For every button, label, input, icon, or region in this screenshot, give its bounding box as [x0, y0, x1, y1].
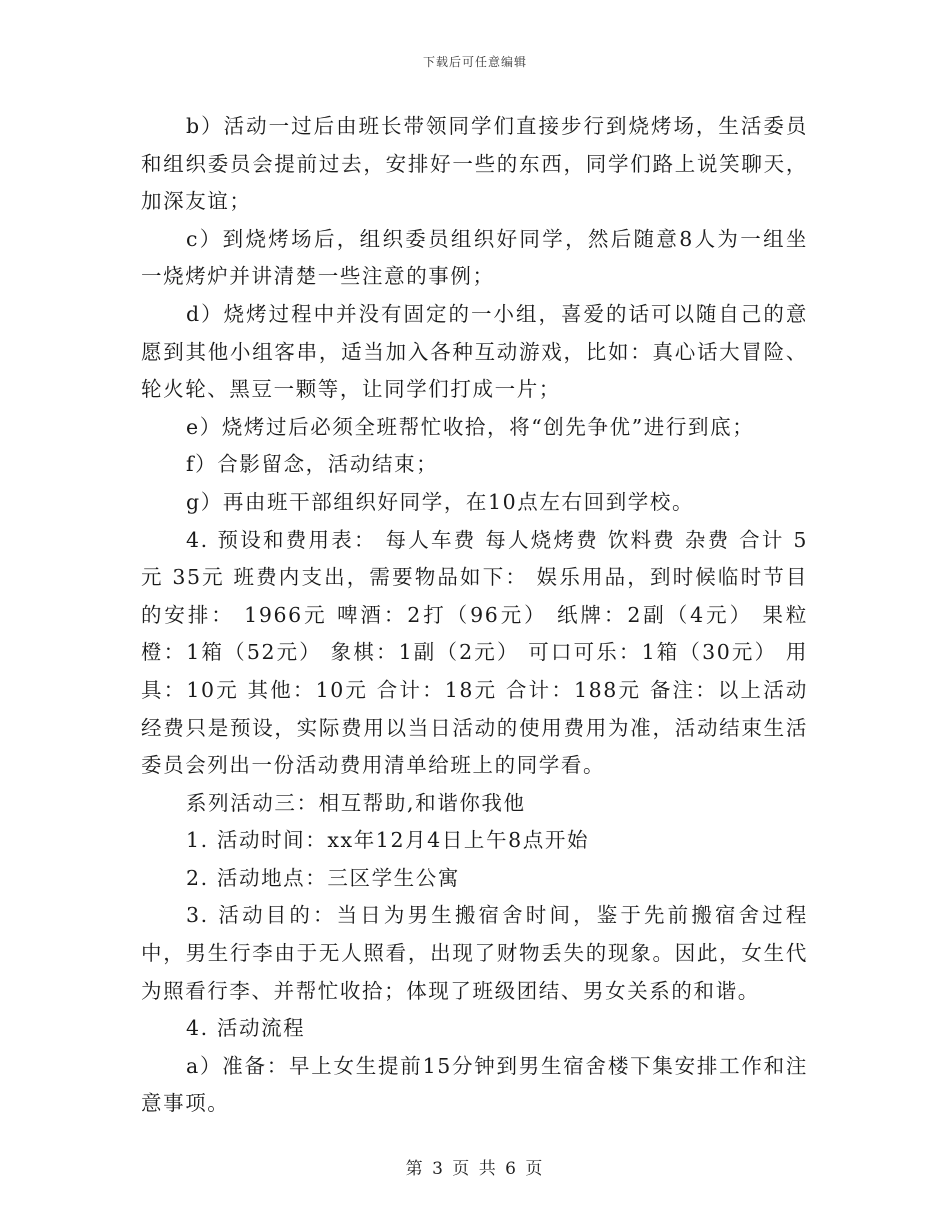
page-header-note: 下载后可任意编辑 — [422, 55, 527, 69]
paragraph-d: d）烧烤过程中并没有固定的一小组，喜爱的话可以随自己的意愿到其他小组客串，适当加入各种互动游戏，比如：真心话大冒险、轮火轮、黑豆一颗等，让同学们打成一片； — [141, 301, 808, 402]
document-body — [141, 108, 808, 1123]
paragraph-budget: 4. 预设和费用表： 每人车费 每人烧烤费 饮料费 杂费 合计 5元 35元 班费内支出，需要物品如下： 娱乐用品，到时候临时节目的安排： 1966元 啤酒：2打（96元） 纸牌：2副（4元） 果粒橙：1箱（52元） 象棋：1副（2元） 可口可乐：1箱（30元） 用具：10元 其他：10元 合计：18元 合计：188元 备注：以上活动经费只是预设，实际费用以当日活动的使用费用为准，活动结束生活委员会列出一份活动费用清单给班上的同学看。 — [141, 527, 808, 778]
paragraph-preparation: a）准备：早上女生提前15分钟到男生宿舍楼下集安排工作和注意事项。 — [141, 1053, 808, 1116]
section-title-activity-3: 系列活动三：相互帮助,和谐你我他 — [186, 790, 526, 815]
paragraph-activity-process: 4. 活动流程 — [186, 1016, 306, 1041]
paragraph-activity-purpose: 3. 活动目的：当日为男生搬宿舍时间，鉴于先前搬宿舍过程中，男生行李由于无人照看，出现了财物丢失的现象。因此，女生代为照看行李、并帮忙收拾；体现了班级团结、男女关系的和谐。 — [141, 903, 808, 1003]
paragraph-activity-time: 1. 活动时间：xx年12月4日上午8点开始 — [186, 828, 590, 853]
paragraph-g: g）再由班干部组织好同学，在10点左右回到学校。 — [186, 489, 695, 514]
page-number-footer: 第 3 页 共 6 页 — [405, 1159, 545, 1179]
paragraph-b: b）活动一过后由班长带领同学们直接步行到烧烤场，生活委员和组织委员会提前过去，安排好一些的东西，同学们路上说笑聊天，加深友谊； — [141, 114, 808, 214]
paragraph-f: f）合影留念，活动结束； — [186, 452, 439, 477]
paragraph-activity-location: 2. 活动地点：三区学生公寓 — [186, 865, 460, 890]
paragraph-e: e）烧烤过后必须全班帮忙收拾，将“创先争优”进行到底； — [186, 414, 755, 439]
paragraph-c: c）到烧烤场后，组织委员组织好同学，然后随意8人为一组坐一烧烤炉并讲清楚一些注意的事例； — [141, 226, 808, 289]
